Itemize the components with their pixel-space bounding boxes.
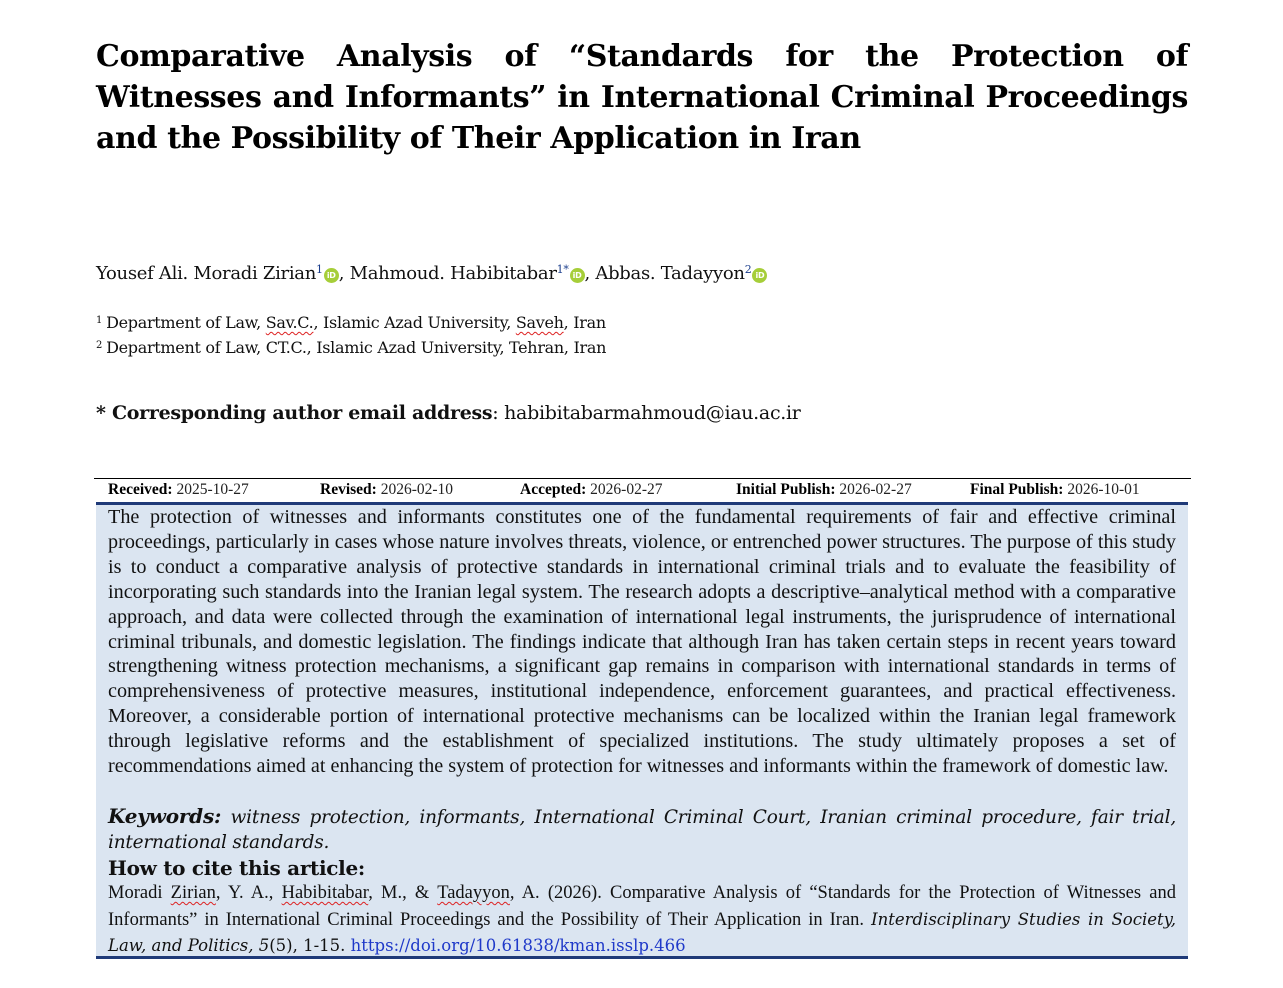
orcid-icon[interactable]: iD [324,268,339,283]
citation-heading: How to cite this article: [108,856,365,880]
keywords-label: Keywords: [108,804,222,828]
keywords [108,804,1176,855]
keywords-text: witness protection, informants, International Criminal Court, Iranian criminal procedure, fair trial, international standards. [108,807,1176,853]
author-name: Abbas. Tadayyon [595,263,745,284]
affiliation-1: $^1$ Department of Law, Sav.C., Islamic Azad University, Saveh, Iran [96,313,606,332]
author-affil-ref: 1* [556,263,569,276]
author-affil-ref: 1 [316,263,323,276]
date-received: Received: 2025-10-27 [108,481,249,498]
abstract-text: The protection of witnesses and informants constitutes one of the fundamental requirements of fair and effective criminal proceedings, particularly in cases whose nature involves threats, violence, or entrenched power structures. The purpose of this study is to conduct a comparative analysis of protective standards in international criminal trials and to evaluate the feasibility of incorporating such standards into the Iranian legal system. The research adopts a descriptive–analytical method with a comparative approach, and data were collected through the examination of international legal instruments, the jurisprudence of international criminal tribunals, and domestic legislation. The findings indicate that although Iran has taken certain steps in recent years toward strengthening witness protection mechanisms, a significant gap remains in comparison with international standards in terms of comprehensiveness of protective measures, institutional independence, enforcement guarantees, and practical effectiveness. Moreover, a considerable portion of international protective mechanisms can be localized within the Iranian legal framework through legislative reforms and the establishment of specialized institutions. The study ultimately proposes a set of recommendations aimed at enhancing the system of protection for witnesses and informants within the framework of domestic law. [108,506,1176,778]
corresponding-author: * Corresponding author email address: habibitabarmahmoud@iau.ac.ir [96,402,801,424]
author-list: Yousef Ali. Moradi Zirian$^1$ iD , Mahmoud. Habibitabar$^{1*}$ iD , Abbas. Tadayyon$^2$ iD [96,257,1196,287]
orcid-icon[interactable]: iD [570,268,585,283]
author-affil-ref: 2 [744,263,752,276]
date-final-publish: Final Publish: 2026-10-01 [970,481,1140,498]
article-title: Comparative Analysis of “Standards for the Protection of Witnesses and Informants” in International Criminal Proceedings and the Possibility of Their Application in Iran [96,39,1188,156]
date-accepted: Accepted: 2026-02-27 [520,481,663,498]
citation-text: Moradi Zirian, Y. A., Habibitabar, M., & Tadayyon, A. (2026). Comparative Analysis of “Standards for the Protection of Witnesses and Informants” in International Criminal Proceedings and the Possibility of Their Application in Iran. Interdisciplinary Studies in Society, Law, and Politics, 5(5), 1-15. https://doi.org/10.61838/kman.isslp.466 [108,883,1176,955]
corresponding-label: * Corresponding author email address [96,402,493,424]
citation-journal: Interdisciplinary Studies in Society, Law, and Politics, 5 [108,909,1176,955]
date-revised: Revised: 2026-02-10 [320,481,454,498]
corresponding-email[interactable]: habibitabarmahmoud@iau.ac.ir [504,402,801,424]
date-initial-publish: Initial Publish: 2026-02-27 [736,481,912,498]
doi-link[interactable]: https://doi.org/10.61838/kman.isslp.466 [350,936,686,955]
author-name: Yousef Ali. Moradi Zirian [96,263,317,284]
orcid-icon[interactable]: iD [752,268,767,283]
author-name: Mahmoud. Habibitabar [349,263,557,284]
affiliation-2: $^2$ Department of Law, CT.C., Islamic Azad University, Tehran, Iran [96,338,607,357]
dates-divider [94,478,1191,479]
affiliations [96,309,996,359]
publication-dates [96,480,1188,502]
